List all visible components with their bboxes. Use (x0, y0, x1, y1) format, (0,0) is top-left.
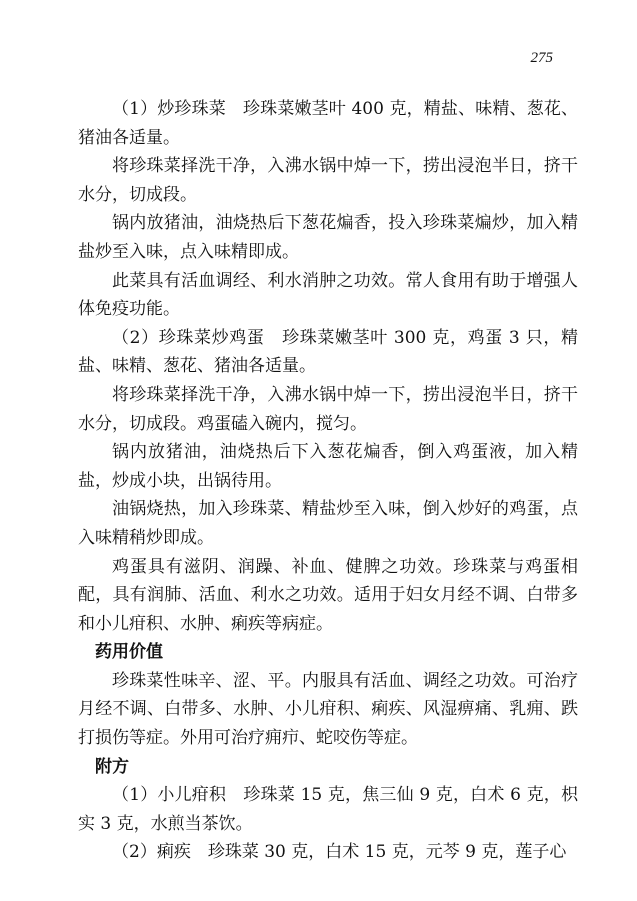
body-text (78, 95, 578, 867)
paragraph-prescription-1: （1）小儿疳积 珍珠菜 15 克，焦三仙 9 克，白术 6 克，枳实 3 克，水煎当茶饮。 (78, 785, 578, 834)
paragraph-recipe-2-effect: 鸡蛋具有滋阴、润躁、补血、健脾之功效。珍珠菜与鸡蛋相配，具有润肺、活血、利水之功效。适用于妇女月经不调、白带多和小儿疳积、水肿、痢疾等病症。 (78, 556, 578, 634)
page-number: 275 (530, 50, 553, 66)
paragraph-recipe-1-prep: 将珍珠菜择洗干净，入沸水锅中焯一下，捞出浸泡半日，挤干水分，切成段。 (78, 156, 578, 205)
paragraph-recipe-1-cook: 锅内放猪油，油烧热后下葱花煸香，投入珍珠菜煸炒，加入精盐炒至入味，点入味精即成。 (78, 213, 578, 262)
paragraph-recipe-2-cook: 油锅烧热，加入珍珠菜、精盐炒至入味，倒入炒好的鸡蛋，点入味精稍炒即成。 (78, 499, 578, 548)
paragraph-recipe-2-prep: 将珍珠菜择洗干净，入沸水锅中焯一下，捞出浸泡半日，挤干水分，切成段。鸡蛋磕入碗内，搅匀。 (78, 384, 578, 434)
section-heading-medicinal-value: 药用价值 (95, 642, 163, 663)
paragraph-medicinal-value: 珍珠菜性味辛、涩、平。内服具有活血、调经之功效。可治疗月经不调、白带多、水肿、小儿疳积、痢疾、风湿痹痛、乳痈、跌打损伤等症。外用可治疗痈疖、蛇咬伤等症。 (78, 670, 578, 749)
paragraph-recipe-2-title: （2）珍珠菜炒鸡蛋 珍珠菜嫩茎叶 300 克，鸡蛋 3 只，精盐、味精、葱花、猪油各适量。 (78, 327, 578, 377)
section-heading-prescriptions: 附方 (95, 756, 129, 777)
paragraph-recipe-1-effect: 此菜具有活血调经、利水消肿之功效。常人食用有助于增强人体免疫功能。 (78, 270, 578, 320)
paragraph-recipe-1-title: （1）炒珍珠菜 珍珠菜嫩茎叶 400 克，精盐、味精、葱花、猪油各适量。 (78, 99, 578, 148)
paragraph-recipe-2-egg: 锅内放猪油，油烧热后下入葱花煸香，倒入鸡蛋液，加入精盐，炒成小块，出锅待用。 (78, 442, 578, 491)
paragraph-prescription-2: （2）痢疾 珍珠菜 30 克，白术 15 克，元芩 9 克，莲子心 (112, 842, 567, 863)
